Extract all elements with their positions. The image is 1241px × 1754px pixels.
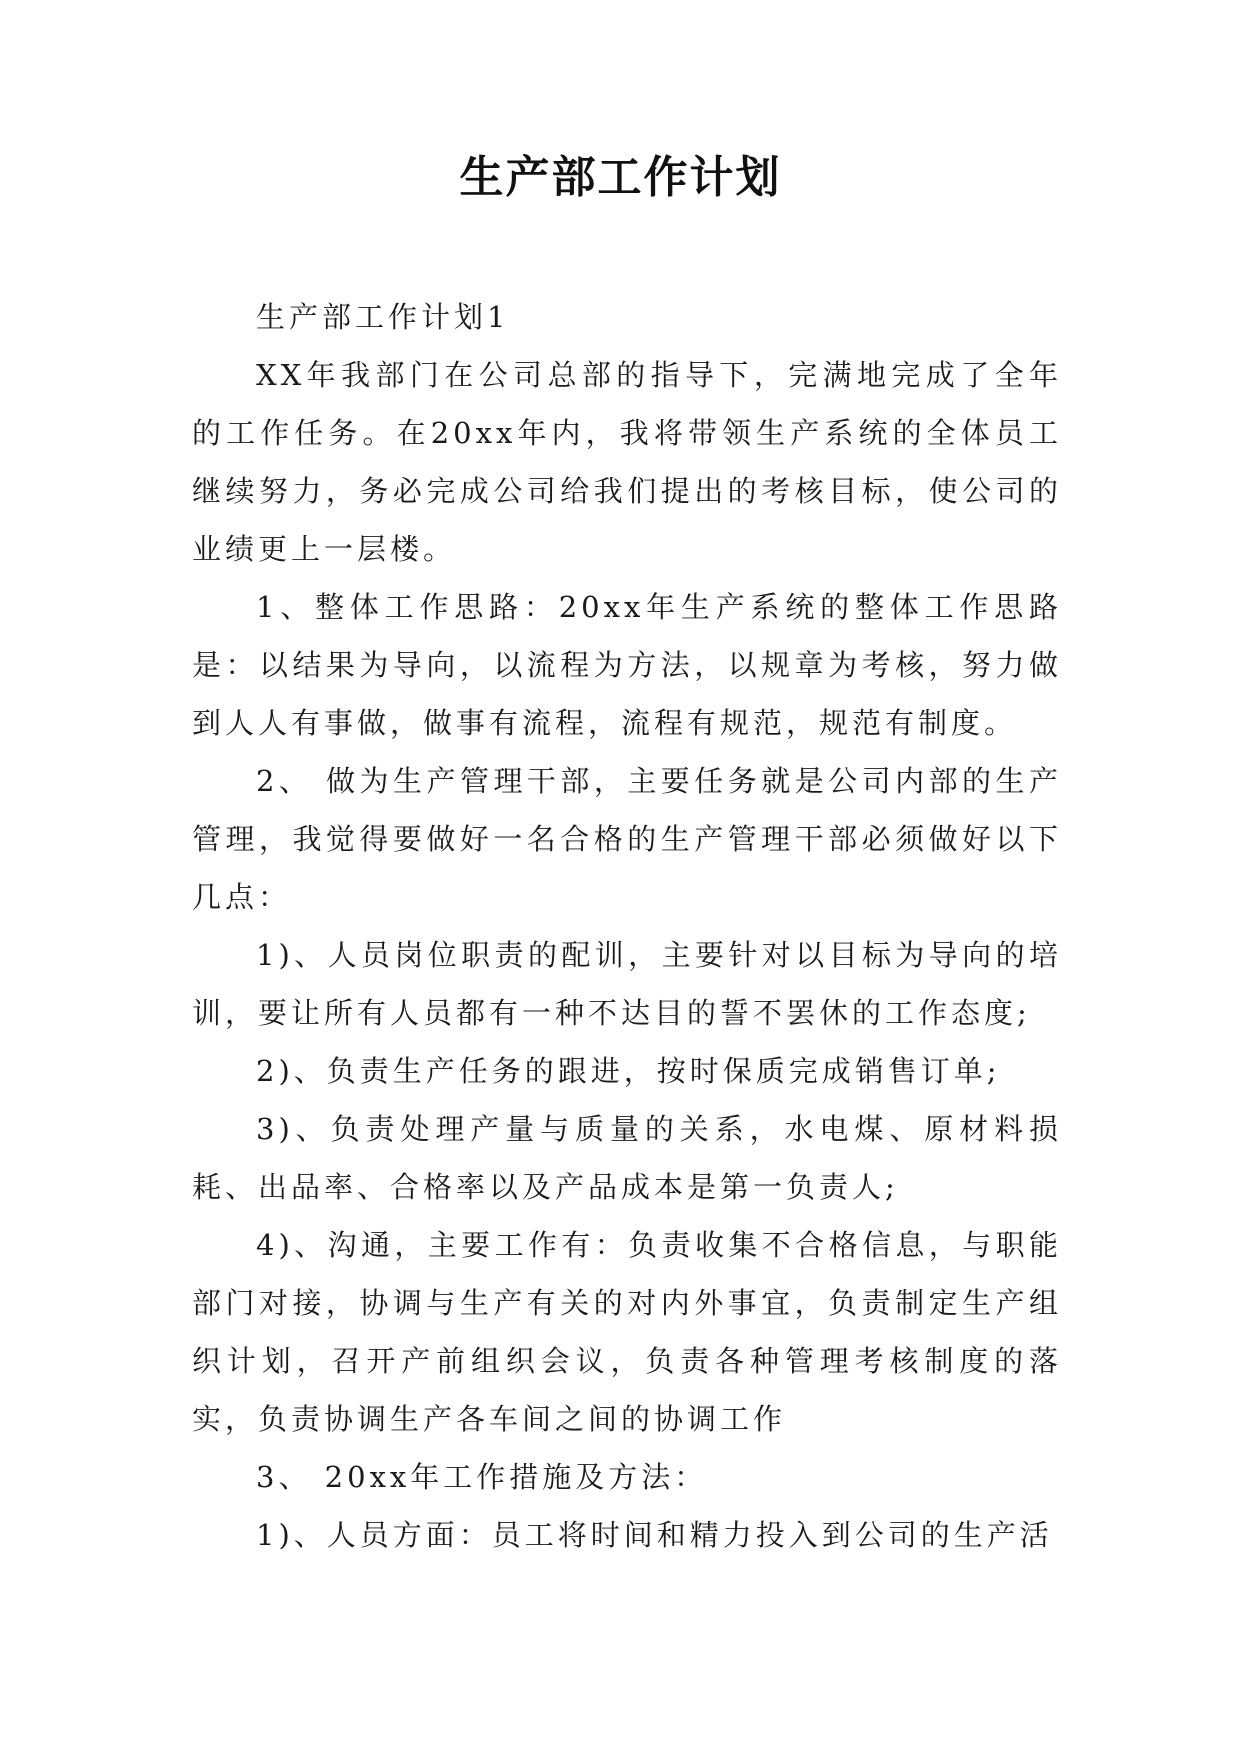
- document-title: 生产部工作计划: [459, 152, 782, 203]
- duty-item-1: 1)、人员岗位职责的配训，主要针对以目标为导向的培训，要让所有人员都有一种不达目的誓不罢休的工作态度;: [192, 938, 1062, 1030]
- intro-paragraph: XX年我部门在公司总部的指导下，完满地完成了全年的工作任务。在20xx年内，我将带领生产系统的全体员工继续努力，务必完成公司给我们提出的考核目标，使公司的业绩更上一层楼。: [192, 358, 1062, 566]
- document-body: [192, 288, 1062, 1564]
- management-duties-paragraph: 2、 做为生产管理干部，主要任务就是公司内部的生产管理，我觉得要做好一名合格的生产管理干部必须做好以下几点：: [192, 764, 1062, 914]
- duty-item-3: 3)、负责处理产量与质量的关系，水电煤、原材料损耗、出品率、合格率以及产品成本是第一负责人;: [192, 1112, 1062, 1204]
- section-heading: 生产部工作计划1: [256, 300, 510, 334]
- work-approach-paragraph: 1、整体工作思路：20xx年生产系统的整体工作思路是：以结果为导向，以流程为方法，以规章为考核，努力做到人人有事做，做事有流程，流程有规范，规范有制度。: [192, 590, 1062, 740]
- duty-item-4: 4)、沟通，主要工作有：负责收集不合格信息，与职能部门对接，协调与生产有关的对内外事宜，负责制定生产组织计划，召开产前组织会议，负责各种管理考核制度的落实，负责协调生产各车间之间的协调工作: [192, 1228, 1062, 1436]
- duty-item-2: 2)、负责生产任务的跟进，按时保质完成销售订单;: [256, 1054, 1001, 1088]
- measures-heading: 3、 20xx年工作措施及方法：: [256, 1460, 708, 1494]
- measure-item-1: 1)、人员方面：员工将时间和精力投入到公司的生产活: [256, 1518, 1053, 1552]
